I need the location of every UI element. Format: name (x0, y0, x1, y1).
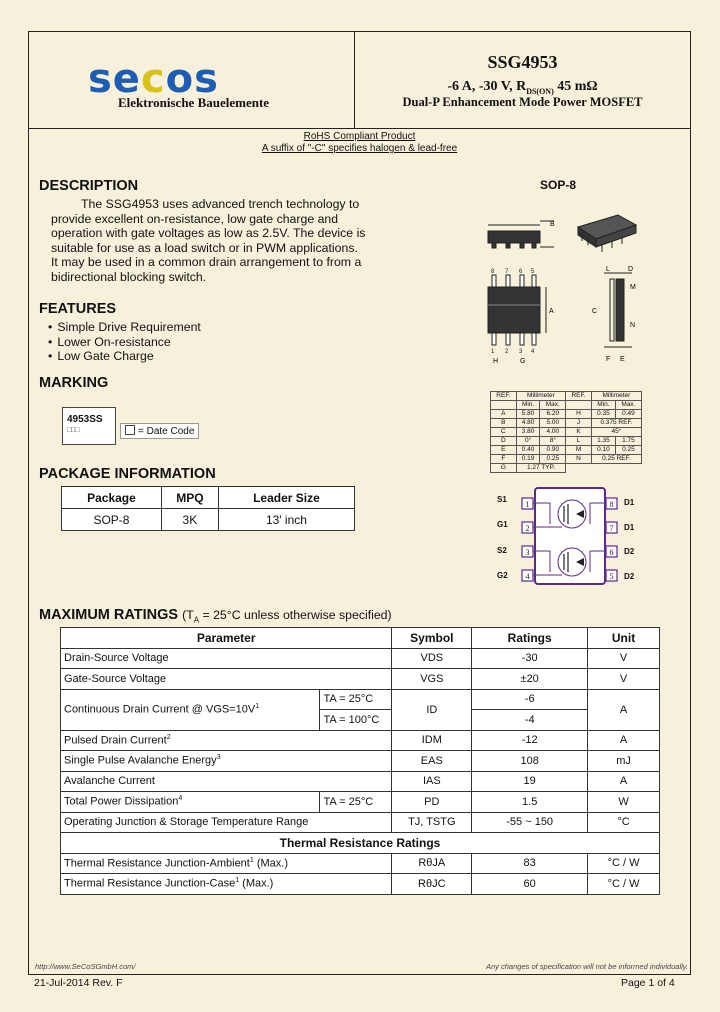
date-code-note: = Date Code (120, 423, 199, 439)
device-description: Dual-P Enhancement Mode Power MOSFET (402, 95, 643, 109)
table-row: D 0° 8° L 1.35 1.75 (491, 437, 642, 446)
part-number: SSG4953 (487, 52, 558, 72)
square-icon (125, 425, 135, 435)
list-item: • Simple Drive Requirement (48, 320, 201, 335)
dimension-table: REF. Millimeter REF. Millimeter Min. Max. Min. Max. A 5.80 6.20 H 0.35 0.49 B 4.80 5.00 J 0.375 REF. C 3.80 4.00 K 45° D 0° 8° L 1.35 1.75 E 0.40 0.90 M 0.10 0.25 F 0.19 0.25 N 0.25 REF. G 1.27 TYP. (490, 391, 642, 473)
table-row: Gate-Source Voltage VGS ±20 V (61, 669, 660, 690)
marking-diagram: 4953SS □□□ (62, 407, 116, 445)
dim-label-h: H (493, 358, 499, 365)
features-heading: FEATURES (39, 301, 117, 317)
svg-text:C: C (592, 308, 598, 315)
table-row: Drain-Source Voltage VDS -30 V (61, 648, 660, 669)
svg-text:2: 2 (505, 349, 509, 355)
table-row: TA = 100°C -4 (61, 710, 660, 731)
pin-label-d2b: D2 (624, 572, 635, 581)
svg-text:L: L (606, 266, 610, 273)
thermal-section-header: Thermal Resistance Ratings (61, 833, 660, 854)
table-row: Thermal Resistance Junction-Case$^1$ (Max.) RθJC 60 °C / W (61, 874, 660, 895)
pin-label-g2: G2 (497, 571, 508, 580)
top-view (488, 275, 546, 345)
table-row: Total Power Dissipation$^4$ TA = 25°C PD 1.5 W (61, 792, 660, 813)
dim-label-g: G (520, 358, 526, 365)
table-row: F 0.19 0.25 N 0.25 REF. (491, 455, 642, 464)
svg-text:7: 7 (609, 524, 614, 533)
table-row: Pulsed Drain Current$^2$ IDM -12 A (61, 730, 660, 751)
svg-text:1: 1 (491, 349, 495, 355)
svg-text:3: 3 (525, 548, 530, 557)
pin-label-d2: D2 (624, 547, 635, 556)
spec-line: -6 A, -30 V, $R_{DS(ON)}$ 45 mΩ (447, 79, 598, 96)
table-row: E 0.40 0.90 M 0.10 0.25 (491, 446, 642, 455)
svg-text:4: 4 (525, 572, 530, 581)
sop-title: SOP-8 (540, 178, 577, 192)
package-outline-drawing (470, 195, 670, 385)
list-item: • Lower On-resistance (48, 335, 201, 350)
3d-view (578, 215, 636, 252)
table-row: Thermal Resistance Junction-Ambient$^1$ (Max.) RθJA 83 °C / W (61, 853, 660, 874)
table-row: B 4.80 5.00 J 0.375 REF. (491, 419, 642, 428)
pinout-schematic (490, 484, 640, 594)
svg-text:M: M (630, 284, 636, 291)
secos-logo: secos (88, 56, 219, 102)
side-view (488, 221, 554, 248)
max-ratings-table: Parameter Symbol Ratings Unit Drain-Source Voltage VDS -30 V Gate-Source Voltage VGS ±20 V Continuous Drain Current @ $VGS=10V^1$ TA = 25°C ID -6 A TA = 100°C -4 Pulsed Drain Current$^2$ IDM -12 A Single Pulse Avalanche Energy$^3$ EAS 108 mJ Avalanche Current IAS 19 A Total Power Dissipation$^4$ TA = 25°C PD 1.5 W Operating Junction & Storage Temperature Range TJ, TSTG -55 ~ 150 °C Thermal Resistance Ratings Thermal Resistance Junction-Ambient$^1$ (Max.) RθJA 83 °C / W Thermal Resistance Junction-Case$^1$ (Max.) RθJC 60 °C / W (60, 627, 660, 895)
list-item: • Low Gate Charge (48, 349, 201, 364)
footer-url[interactable]: http://www.SeCoSGmbH.com/ (35, 962, 136, 971)
table-row: C 3.80 4.00 K 45° (491, 428, 642, 437)
end-view (604, 273, 632, 347)
svg-text:5: 5 (609, 572, 614, 581)
package-info-heading: PACKAGE INFORMATION (39, 466, 216, 482)
svg-text:8: 8 (491, 269, 495, 275)
svg-text:4: 4 (531, 349, 535, 355)
halogen-note: A suffix of "-C" specifies halogen & lead-free (261, 143, 458, 154)
description-heading: DESCRIPTION (39, 178, 139, 194)
svg-text:D: D (628, 266, 634, 273)
svg-text:6: 6 (519, 269, 523, 275)
pin-label-s2: S2 (497, 546, 507, 555)
table-row: G 1.27 TYP. (491, 464, 642, 473)
table-row: SOP-8 3K 13' inch (62, 509, 355, 531)
description-text: The SSG4953 uses advanced trench technology to provide excellent on-resistance, low gate charge and operation with gate voltages as low as 2.5V. The device is suitable for use as a load switch or in PWM applications. It may be used in a common drain arrangement to from a bidirectional blocking switch. (51, 197, 366, 284)
company-tagline: Elektronische Bauelemente (118, 95, 270, 110)
table-row: A 5.80 6.20 H 0.35 0.49 (491, 410, 642, 419)
footer-disclaimer: Any changes of specification will not be informed individually. (486, 962, 689, 971)
footer-date-rev: 21-Jul-2014 Rev. F (34, 977, 123, 989)
rohs-line: RoHS Compliant Product (303, 131, 416, 142)
pin-label-s1: S1 (497, 495, 507, 504)
table-row: Operating Junction & Storage Temperature Range TJ, TSTG -55 ~ 150 °C (61, 812, 660, 833)
pin-label-d1: D1 (624, 498, 635, 507)
svg-text:3: 3 (519, 349, 523, 355)
svg-text:8: 8 (609, 500, 614, 509)
pin-label-d1b: D1 (624, 523, 635, 532)
svg-text:E: E (620, 356, 625, 363)
svg-text:7: 7 (505, 269, 509, 275)
dim-label-a: A (549, 308, 554, 315)
svg-text:2: 2 (525, 524, 530, 533)
footer-page-number: Page 1 of 4 (621, 977, 675, 989)
package-table: Package MPQ Leader Size SOP-8 3K 13' inch (61, 486, 355, 531)
svg-text:1: 1 (525, 500, 530, 509)
max-ratings-heading: MAXIMUM RATINGS ($T_A = 25^\circ C$ unless otherwise specified) (39, 607, 392, 625)
features-list (48, 320, 201, 364)
svg-text:N: N (630, 322, 636, 329)
marking-heading: MARKING (39, 375, 109, 391)
table-row: Avalanche Current IAS 19 A (61, 771, 660, 792)
svg-text:F: F (606, 356, 611, 363)
svg-text:5: 5 (531, 269, 535, 275)
svg-text:6: 6 (609, 548, 614, 557)
table-row: Single Pulse Avalanche Energy$^3$ EAS 108 mJ (61, 751, 660, 772)
pin-label-g1: G1 (497, 520, 508, 529)
table-row: Continuous Drain Current @ $VGS=10V^1$ TA = 25°C ID -6 A (61, 689, 660, 710)
dim-label-b: B (550, 221, 555, 228)
